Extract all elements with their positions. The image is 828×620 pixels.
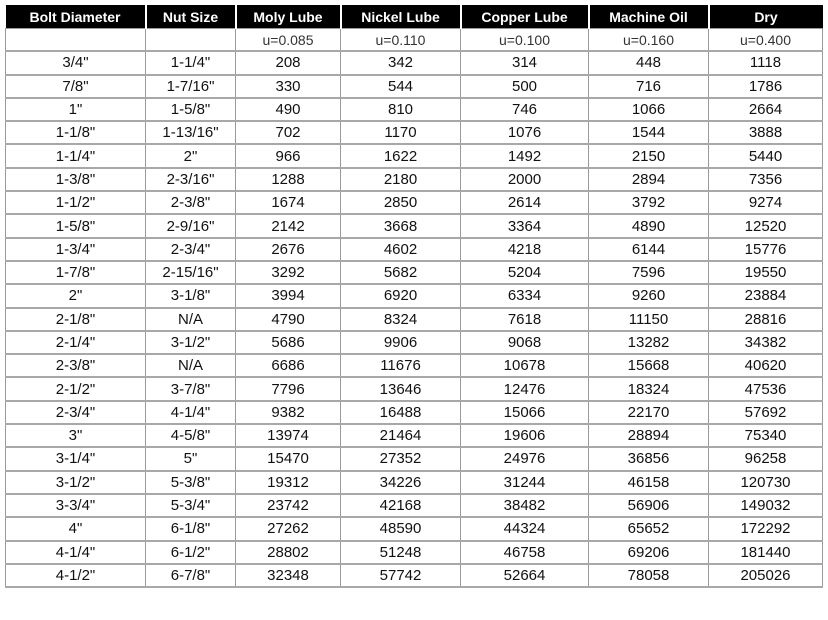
- cell-moly-lube: 490: [236, 98, 341, 121]
- cell-nut-size: N/A: [146, 354, 236, 377]
- cell-dry: 75340: [709, 424, 823, 447]
- cell-nickel-lube: 9906: [341, 331, 461, 354]
- table-row: [6, 471, 823, 494]
- cell-bolt-diameter: 2-1/4": [6, 331, 146, 354]
- cell-copper-lube: 2614: [461, 191, 589, 214]
- cell-dry: 1786: [709, 75, 823, 98]
- cell-copper-lube: 10678: [461, 354, 589, 377]
- cell-copper-lube: 12476: [461, 377, 589, 400]
- cell-machine-oil: 36856: [589, 447, 709, 470]
- cell-bolt-diameter: 1-1/4": [6, 144, 146, 167]
- table-row: [6, 261, 823, 284]
- cell-nut-size: 1-5/8": [146, 98, 236, 121]
- cell-nickel-lube: 57742: [341, 564, 461, 587]
- cell-nut-size: 4-1/4": [146, 401, 236, 424]
- cell-bolt-diameter: 1-1/8": [6, 121, 146, 144]
- cell-nut-size: N/A: [146, 308, 236, 331]
- cell-nut-size: 5-3/4": [146, 494, 236, 517]
- cell-dry: 149032: [709, 494, 823, 517]
- cell-bolt-diameter: 2-3/4": [6, 401, 146, 424]
- cell-nut-size: 2-3/8": [146, 191, 236, 214]
- cell-dry: 9274: [709, 191, 823, 214]
- column-header-nut-size: Nut Size: [146, 5, 236, 29]
- cell-bolt-diameter: 3-1/2": [6, 471, 146, 494]
- cell-nickel-lube: 51248: [341, 541, 461, 564]
- cell-bolt-diameter: 2-3/8": [6, 354, 146, 377]
- cell-machine-oil: 448: [589, 51, 709, 74]
- table-row: [6, 284, 823, 307]
- cell-bolt-diameter: 3": [6, 424, 146, 447]
- cell-copper-lube: 314: [461, 51, 589, 74]
- cell-moly-lube: 4790: [236, 308, 341, 331]
- header-row: [6, 5, 823, 29]
- cell-copper-lube: 500: [461, 75, 589, 98]
- coefficient-copper-lube: u=0.100: [461, 29, 589, 52]
- column-header-machine-oil: Machine Oil: [589, 5, 709, 29]
- cell-moly-lube: 1288: [236, 168, 341, 191]
- table-row: [6, 168, 823, 191]
- cell-bolt-diameter: 1-5/8": [6, 214, 146, 237]
- table-row: [6, 494, 823, 517]
- cell-moly-lube: 23742: [236, 494, 341, 517]
- cell-moly-lube: 19312: [236, 471, 341, 494]
- table-row: [6, 238, 823, 261]
- cell-nickel-lube: 13646: [341, 377, 461, 400]
- cell-nut-size: 3-7/8": [146, 377, 236, 400]
- cell-machine-oil: 7596: [589, 261, 709, 284]
- table-row: [6, 98, 823, 121]
- cell-dry: 40620: [709, 354, 823, 377]
- cell-nut-size: 5-3/8": [146, 471, 236, 494]
- cell-moly-lube: 7796: [236, 377, 341, 400]
- cell-dry: 12520: [709, 214, 823, 237]
- cell-nickel-lube: 3668: [341, 214, 461, 237]
- cell-machine-oil: 22170: [589, 401, 709, 424]
- torque-table-container: [5, 5, 823, 588]
- coefficient-bolt-diameter: [6, 29, 146, 52]
- cell-copper-lube: 1492: [461, 144, 589, 167]
- cell-nut-size: 2-3/4": [146, 238, 236, 261]
- column-header-dry: Dry: [709, 5, 823, 29]
- cell-moly-lube: 2676: [236, 238, 341, 261]
- cell-machine-oil: 69206: [589, 541, 709, 564]
- cell-moly-lube: 6686: [236, 354, 341, 377]
- cell-nut-size: 3-1/2": [146, 331, 236, 354]
- cell-bolt-diameter: 3-3/4": [6, 494, 146, 517]
- cell-nut-size: 6-1/8": [146, 517, 236, 540]
- cell-dry: 5440: [709, 144, 823, 167]
- table-row: [6, 424, 823, 447]
- cell-copper-lube: 3364: [461, 214, 589, 237]
- cell-dry: 57692: [709, 401, 823, 424]
- cell-nickel-lube: 2850: [341, 191, 461, 214]
- cell-nut-size: 6-7/8": [146, 564, 236, 587]
- cell-machine-oil: 1544: [589, 121, 709, 144]
- cell-moly-lube: 208: [236, 51, 341, 74]
- cell-nut-size: 2-3/16": [146, 168, 236, 191]
- cell-moly-lube: 1674: [236, 191, 341, 214]
- coefficient-nut-size: [146, 29, 236, 52]
- cell-machine-oil: 56906: [589, 494, 709, 517]
- cell-moly-lube: 3292: [236, 261, 341, 284]
- table-row: [6, 144, 823, 167]
- cell-nut-size: 2-15/16": [146, 261, 236, 284]
- cell-bolt-diameter: 3/4": [6, 51, 146, 74]
- cell-nickel-lube: 5682: [341, 261, 461, 284]
- cell-moly-lube: 2142: [236, 214, 341, 237]
- cell-copper-lube: 746: [461, 98, 589, 121]
- table-row: [6, 541, 823, 564]
- cell-machine-oil: 6144: [589, 238, 709, 261]
- cell-nickel-lube: 2180: [341, 168, 461, 191]
- cell-copper-lube: 19606: [461, 424, 589, 447]
- table-row: [6, 191, 823, 214]
- cell-bolt-diameter: 4-1/4": [6, 541, 146, 564]
- cell-dry: 34382: [709, 331, 823, 354]
- cell-nut-size: 3-1/8": [146, 284, 236, 307]
- cell-bolt-diameter: 7/8": [6, 75, 146, 98]
- cell-dry: 28816: [709, 308, 823, 331]
- column-header-copper-lube: Copper Lube: [461, 5, 589, 29]
- cell-copper-lube: 1076: [461, 121, 589, 144]
- cell-bolt-diameter: 1-3/4": [6, 238, 146, 261]
- table-row: [6, 517, 823, 540]
- cell-moly-lube: 5686: [236, 331, 341, 354]
- cell-copper-lube: 7618: [461, 308, 589, 331]
- cell-machine-oil: 9260: [589, 284, 709, 307]
- cell-nickel-lube: 544: [341, 75, 461, 98]
- cell-dry: 7356: [709, 168, 823, 191]
- table-row: [6, 377, 823, 400]
- cell-copper-lube: 9068: [461, 331, 589, 354]
- coefficient-dry: u=0.400: [709, 29, 823, 52]
- cell-nickel-lube: 6920: [341, 284, 461, 307]
- cell-bolt-diameter: 4": [6, 517, 146, 540]
- coefficient-machine-oil: u=0.160: [589, 29, 709, 52]
- cell-bolt-diameter: 2": [6, 284, 146, 307]
- cell-bolt-diameter: 3-1/4": [6, 447, 146, 470]
- column-header-moly-lube: Moly Lube: [236, 5, 341, 29]
- cell-dry: 2664: [709, 98, 823, 121]
- cell-machine-oil: 13282: [589, 331, 709, 354]
- cell-machine-oil: 2894: [589, 168, 709, 191]
- cell-moly-lube: 27262: [236, 517, 341, 540]
- cell-machine-oil: 4890: [589, 214, 709, 237]
- cell-nickel-lube: 4602: [341, 238, 461, 261]
- cell-dry: 120730: [709, 471, 823, 494]
- cell-nickel-lube: 810: [341, 98, 461, 121]
- cell-machine-oil: 3792: [589, 191, 709, 214]
- torque-table: [5, 5, 823, 588]
- cell-nickel-lube: 342: [341, 51, 461, 74]
- cell-nut-size: 1-13/16": [146, 121, 236, 144]
- cell-dry: 3888: [709, 121, 823, 144]
- table-row: [6, 331, 823, 354]
- cell-nickel-lube: 11676: [341, 354, 461, 377]
- table-row: [6, 308, 823, 331]
- cell-moly-lube: 28802: [236, 541, 341, 564]
- table-row: [6, 447, 823, 470]
- table-row: [6, 214, 823, 237]
- cell-bolt-diameter: 1": [6, 98, 146, 121]
- cell-copper-lube: 4218: [461, 238, 589, 261]
- cell-bolt-diameter: 2-1/2": [6, 377, 146, 400]
- cell-dry: 181440: [709, 541, 823, 564]
- column-header-bolt-diameter: Bolt Diameter: [6, 5, 146, 29]
- cell-dry: 15776: [709, 238, 823, 261]
- cell-nickel-lube: 27352: [341, 447, 461, 470]
- cell-moly-lube: 9382: [236, 401, 341, 424]
- cell-nut-size: 2": [146, 144, 236, 167]
- cell-bolt-diameter: 1-7/8": [6, 261, 146, 284]
- cell-bolt-diameter: 1-3/8": [6, 168, 146, 191]
- cell-nut-size: 6-1/2": [146, 541, 236, 564]
- cell-copper-lube: 5204: [461, 261, 589, 284]
- cell-machine-oil: 2150: [589, 144, 709, 167]
- cell-nickel-lube: 34226: [341, 471, 461, 494]
- cell-dry: 205026: [709, 564, 823, 587]
- cell-bolt-diameter: 2-1/8": [6, 308, 146, 331]
- cell-nickel-lube: 1622: [341, 144, 461, 167]
- cell-nut-size: 1-7/16": [146, 75, 236, 98]
- cell-machine-oil: 11150: [589, 308, 709, 331]
- cell-dry: 23884: [709, 284, 823, 307]
- column-header-nickel-lube: Nickel Lube: [341, 5, 461, 29]
- cell-nut-size: 5": [146, 447, 236, 470]
- cell-moly-lube: 966: [236, 144, 341, 167]
- cell-bolt-diameter: 4-1/2": [6, 564, 146, 587]
- cell-nut-size: 4-5/8": [146, 424, 236, 447]
- table-row: [6, 51, 823, 74]
- cell-moly-lube: 3994: [236, 284, 341, 307]
- cell-dry: 19550: [709, 261, 823, 284]
- cell-nickel-lube: 1170: [341, 121, 461, 144]
- cell-copper-lube: 24976: [461, 447, 589, 470]
- cell-nickel-lube: 21464: [341, 424, 461, 447]
- table-row: [6, 564, 823, 587]
- cell-machine-oil: 15668: [589, 354, 709, 377]
- cell-copper-lube: 38482: [461, 494, 589, 517]
- cell-moly-lube: 15470: [236, 447, 341, 470]
- cell-machine-oil: 28894: [589, 424, 709, 447]
- cell-nut-size: 2-9/16": [146, 214, 236, 237]
- cell-moly-lube: 13974: [236, 424, 341, 447]
- cell-machine-oil: 716: [589, 75, 709, 98]
- table-row: [6, 121, 823, 144]
- table-row: [6, 354, 823, 377]
- cell-bolt-diameter: 1-1/2": [6, 191, 146, 214]
- cell-copper-lube: 2000: [461, 168, 589, 191]
- cell-nickel-lube: 8324: [341, 308, 461, 331]
- cell-copper-lube: 15066: [461, 401, 589, 424]
- cell-machine-oil: 46158: [589, 471, 709, 494]
- table-row: [6, 75, 823, 98]
- cell-moly-lube: 702: [236, 121, 341, 144]
- cell-machine-oil: 78058: [589, 564, 709, 587]
- cell-machine-oil: 65652: [589, 517, 709, 540]
- table-row: [6, 401, 823, 424]
- coefficient-row: [6, 29, 823, 52]
- cell-nickel-lube: 48590: [341, 517, 461, 540]
- cell-copper-lube: 52664: [461, 564, 589, 587]
- cell-dry: 47536: [709, 377, 823, 400]
- cell-machine-oil: 1066: [589, 98, 709, 121]
- cell-dry: 172292: [709, 517, 823, 540]
- coefficient-moly-lube: u=0.085: [236, 29, 341, 52]
- cell-moly-lube: 330: [236, 75, 341, 98]
- cell-nut-size: 1-1/4": [146, 51, 236, 74]
- cell-machine-oil: 18324: [589, 377, 709, 400]
- cell-copper-lube: 46758: [461, 541, 589, 564]
- cell-copper-lube: 44324: [461, 517, 589, 540]
- cell-nickel-lube: 42168: [341, 494, 461, 517]
- cell-moly-lube: 32348: [236, 564, 341, 587]
- coefficient-nickel-lube: u=0.110: [341, 29, 461, 52]
- cell-dry: 1118: [709, 51, 823, 74]
- cell-copper-lube: 6334: [461, 284, 589, 307]
- cell-nickel-lube: 16488: [341, 401, 461, 424]
- cell-copper-lube: 31244: [461, 471, 589, 494]
- cell-dry: 96258: [709, 447, 823, 470]
